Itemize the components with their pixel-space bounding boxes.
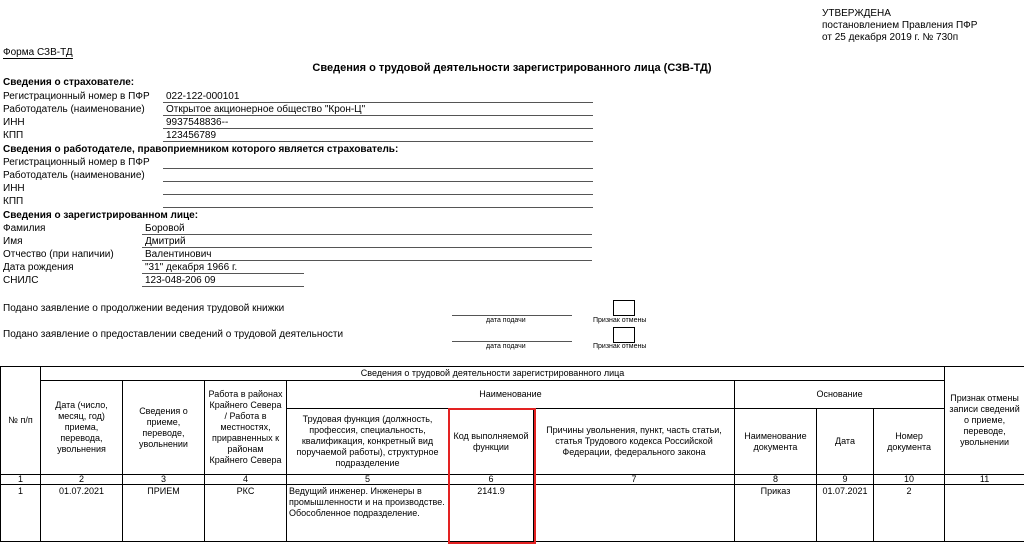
birthdate-label: Дата рождения [3, 262, 74, 273]
col-number-9: 9 [817, 475, 874, 485]
insurer-inn-underline [163, 128, 593, 129]
provide-date-line [452, 341, 572, 342]
col-number-3: 3 [123, 475, 205, 485]
col-number-2: 2 [41, 475, 123, 485]
row-code: 2141.9 [449, 485, 534, 542]
firstname-underline [142, 247, 592, 248]
patronymic-value: Валентинович [145, 249, 212, 260]
form-name: Форма СЗВ-ТД [3, 47, 73, 58]
approval-line-1: УТВЕРЖДЕНА [822, 8, 891, 19]
provide-cancel-caption: Признак отмены [593, 343, 647, 350]
provide-info-statement: Подано заявление о предоставлении сведений о трудовой деятельности [3, 329, 344, 340]
provide-date-caption: дата подачи [486, 343, 526, 350]
col-number-5: 5 [287, 475, 449, 485]
row-doc-num: 2 [874, 485, 945, 542]
provide-cancel-checkbox[interactable] [613, 327, 635, 343]
table-main-header: Сведения о трудовой деятельности зарегистрированного лица [41, 367, 945, 381]
col-number-8: 8 [735, 475, 817, 485]
col-reasons-header: Причины увольнения, пункт, часть статьи, статья Трудового кодекса Российской Федерации, федерального закона [534, 409, 735, 475]
col-number-4: 4 [205, 475, 287, 485]
surname-value: Боровой [145, 223, 185, 234]
snils-value: 123-048-206 09 [145, 275, 216, 286]
col-cancel-header: Признак отмены записи сведений о приеме, переводе, увольнении [945, 367, 1024, 475]
insurer-reg-underline [163, 102, 593, 103]
continue-cancel-caption: Признак отмены [593, 317, 647, 324]
col-doc-num-header: Номер документа [874, 409, 945, 475]
insurer-name-value: Открытое акционерное общество "Крон-Ц" [166, 104, 366, 115]
snils-underline [142, 286, 304, 287]
col-num-header: № п/п [1, 367, 41, 475]
col-north-header: Работа в районах Крайнего Севера / Работа в местностях, приравненных к районам Крайнего Севера [205, 381, 287, 475]
predecessor-reg-underline [163, 168, 593, 169]
predecessor-name-underline [163, 181, 593, 182]
birthdate-value: "31" декабря 1966 г. [145, 262, 238, 273]
document-title: Сведения о трудовой деятельности зарегистрированного лица (СЗВ-ТД) [312, 62, 712, 74]
surname-label: Фамилия [3, 223, 46, 234]
insurer-kpp-underline [163, 141, 593, 142]
insurer-name-label: Работодатель (наименование) [3, 104, 145, 115]
col-date-header: Дата (число, месяц, год) приема, перевода, увольнения [41, 381, 123, 475]
col-number-6: 6 [449, 475, 534, 485]
firstname-value: Дмитрий [145, 236, 186, 247]
approval-line-2: постановлением Правления ПФР [822, 20, 978, 31]
col-number-11: 11 [945, 475, 1024, 485]
continue-workbook-statement: Подано заявление о продолжении ведения трудовой книжки [3, 303, 285, 314]
approval-line-3: от 25 декабря 2019 г. № 730п [822, 32, 959, 43]
predecessor-kpp-underline [163, 207, 593, 208]
predecessor-reg-label: Регистрационный номер в ПФР [3, 157, 150, 168]
person-heading: Сведения о зарегистрированном лице: [3, 210, 199, 221]
insurer-reg-label: Регистрационный номер в ПФР [3, 91, 150, 102]
predecessor-kpp-label: КПП [3, 196, 24, 207]
insurer-kpp-label: КПП [3, 130, 24, 141]
insurer-name-underline [163, 115, 593, 116]
row-doc-date: 01.07.2021 [817, 485, 874, 542]
row-north: РКС [205, 485, 287, 542]
col-doc-date-header: Дата [817, 409, 874, 475]
patronymic-label: Отчество (при напичии) [3, 249, 114, 260]
insurer-heading: Сведения о страхователе: [3, 77, 135, 88]
surname-underline [142, 234, 592, 235]
predecessor-inn-label: ИНН [3, 183, 25, 194]
continue-date-line [452, 315, 572, 316]
approval-block [822, 8, 977, 44]
snils-label: СНИЛС [3, 275, 39, 286]
row-event: ПРИЕМ [123, 485, 205, 542]
firstname-label: Имя [3, 236, 23, 247]
col-number-10: 10 [874, 475, 945, 485]
birthdate-underline [142, 273, 304, 274]
continue-date-caption: дата подачи [486, 317, 526, 324]
continue-cancel-checkbox[interactable] [613, 300, 635, 316]
row-date: 01.07.2021 [41, 485, 123, 542]
predecessor-inn-underline [163, 194, 593, 195]
predecessor-name-label: Работодатель (наименование) [3, 170, 145, 181]
insurer-kpp-value: 123456789 [166, 130, 217, 141]
insurer-reg-value: 022-122-000101 [166, 91, 240, 102]
predecessor-heading: Сведения о работодателе, правоприемником которого является страхователь: [3, 144, 399, 155]
form-name-underline [3, 58, 73, 59]
insurer-inn-label: ИНН [3, 117, 25, 128]
col-number-1: 1 [1, 475, 41, 485]
row-function: Ведущий инженер. Инженеры в промышленности и на производстве. Обособленное подразделение. [287, 485, 449, 542]
row-cancel [945, 485, 1024, 542]
col-function-header: Трудовая функция (должность, профессия, специальность, квалификация, конкретный вид поручаемой работы), структурное подразделение [287, 409, 449, 475]
patronymic-underline [142, 260, 592, 261]
row-reasons [534, 485, 735, 542]
code-column-highlight [448, 408, 536, 544]
col-basis-header: Основание [735, 381, 945, 409]
col-info-header: Сведения о приеме, переводе, увольнении [123, 381, 205, 475]
col-naming-header: Наименование [287, 381, 735, 409]
col-doc-name-header: Наименование документа [735, 409, 817, 475]
row-doc-name: Приказ [735, 485, 817, 542]
row-num: 1 [1, 485, 41, 542]
col-number-7: 7 [534, 475, 735, 485]
col-code-header: Код выполняемой функции [449, 409, 534, 475]
insurer-inn-value: 9937548836-- [166, 117, 229, 128]
